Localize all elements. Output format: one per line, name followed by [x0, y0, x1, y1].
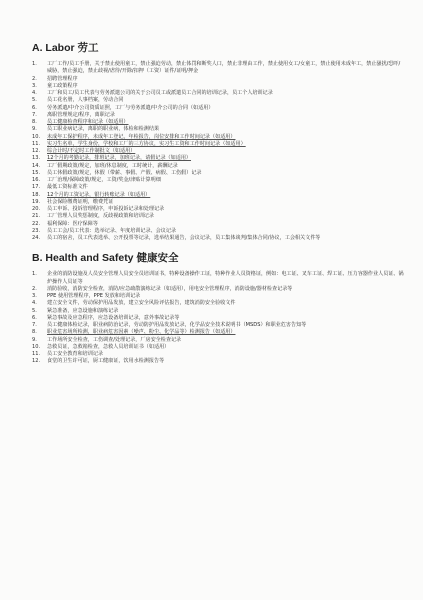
item-number: 2. — [32, 75, 37, 82]
item-text: 12个月的考勤记录，排班记录，加班记录，请假记录（如适用） — [47, 155, 192, 162]
item-text: 紧急准备，应急设施和演练记录 — [47, 307, 119, 314]
item-text: 员工职业病记录，离职的职业病，体检和检测结果 — [47, 126, 160, 133]
list-item — [32, 300, 405, 307]
item-text: 急救员证，急救箱检查，急救人员培训证书（如适用） — [47, 343, 170, 350]
item-number: 7. — [32, 322, 37, 328]
item-text: 员工的宿舍，员工代表选举、公开投票等记录，选举结果通告，会议记录，员工集体谈判/集体合同/协议，工会相关文件等 — [47, 235, 321, 241]
item-number: 17. — [32, 184, 41, 191]
item-number: 8. — [32, 329, 37, 336]
item-number: 12. — [32, 148, 41, 154]
list-item — [32, 76, 405, 83]
item-number: 3. — [32, 82, 37, 89]
item-number: 1. — [32, 61, 37, 67]
item-text: 员工安全教育和培训记录 — [47, 351, 104, 357]
item-text: 员工花名册，人事档案，劳动合同 — [47, 97, 124, 104]
item-text: 工厂管理人员奖惩制度，反歧视政策和培训记录 — [47, 213, 154, 220]
item-text: 未成年工保护程序，未成年工登记，年检报告，岗位安排和工作时间记录（如适用） — [47, 133, 236, 140]
item-number: 7. — [32, 111, 37, 118]
list-item — [32, 155, 405, 162]
list-item — [32, 141, 405, 148]
item-number: 11. — [32, 351, 41, 357]
item-number: 15. — [32, 169, 41, 176]
item-text: 社会保险缴费证明，缴费凭证 — [47, 198, 114, 205]
item-text: 工厂假期政策/规定，加班/休息制度，工时统计，薪酬记录 — [47, 162, 178, 169]
item-text: 工厂治理/保障政策/规定，工资/奖金/津贴计算明细 — [47, 177, 161, 183]
item-number: 1. — [32, 271, 37, 278]
item-text: 建立安全文件，劳动保护用品发放，建立安全风险评估报告，建筑消防安全验收文件 — [47, 300, 236, 307]
list-item — [32, 235, 405, 242]
item-text: PPE 使用管理程序，PPE 发放和培训记录 — [47, 293, 141, 299]
item-number: 13. — [32, 155, 41, 162]
health-safety-document-list — [32, 271, 405, 365]
item-number: 19. — [32, 198, 41, 205]
list-item — [32, 163, 405, 170]
item-number: 6. — [32, 104, 37, 111]
item-text: 童工政策程序 — [47, 82, 78, 89]
list-item — [32, 213, 405, 220]
list-item — [32, 337, 405, 344]
item-text: 员工工会/员工代表：选举记录、年度培训记录、会议记录 — [47, 227, 177, 234]
item-number: 21. — [32, 213, 41, 220]
item-number: 18. — [32, 191, 41, 198]
item-text: 12个月的工资记录，银行转账记录（如适用） — [47, 191, 151, 198]
list-item — [32, 308, 405, 315]
list-item — [32, 112, 405, 119]
item-text: 员工健康体检记录，职业病防治记录，劳动防护用品发放记录，化学品安全技术说明书（MSDS）和职业危害告知等 — [47, 322, 307, 328]
item-text: 招聘管理程序 — [47, 75, 78, 82]
item-number: 11. — [32, 140, 41, 147]
list-item — [32, 170, 405, 177]
item-number: 5. — [32, 307, 37, 314]
list-item — [32, 126, 405, 133]
item-text: 工作场所安全检查，工伤调查/处理记录，厂房安全检查记录 — [47, 336, 182, 343]
list-item — [32, 315, 405, 322]
list-item — [32, 199, 405, 206]
item-number: 16. — [32, 177, 41, 183]
item-text: 工厂和员工/员工代表与劳务派遣公司的关于公司员工或派遣员工合同的培训记录，员工个人培训记录 — [47, 90, 273, 96]
item-text: 离职管理规定/程序，离职记录 — [47, 111, 115, 118]
list-item — [32, 97, 405, 104]
item-text: 员工休假政策/规定，休假（带薪、事假、产假、病假、工伤假）记录 — [47, 169, 202, 176]
list-item — [32, 358, 405, 365]
list-item — [32, 134, 405, 141]
list-item — [32, 344, 405, 351]
item-text: 福利保障：医疗保障等 — [47, 220, 98, 227]
item-number: 10. — [32, 133, 41, 140]
item-text: 实习生名单，学生身份，学校和工厂的三方协议，实习生工资和工作时间记录（如适用） — [47, 140, 246, 147]
item-text: 综合计时/不定时工作制批文（如适用） — [47, 148, 136, 154]
list-item — [32, 61, 405, 76]
item-number: 23. — [32, 227, 41, 234]
item-text: 紧急事故及应急程序，应急设备培训记录，意外事故记录等 — [47, 314, 180, 321]
list-item — [32, 271, 405, 286]
item-text: 职业危害场所检测，职业病危害因素（噪声、粉尘、化学品等）检测报告（如适用） — [47, 329, 236, 336]
item-number: 24. — [32, 235, 41, 241]
item-text: 员工申诉、投诉管理程序，申诉投诉记录和处理记录 — [47, 206, 165, 212]
item-number: 10. — [32, 343, 41, 350]
item-number: 22. — [32, 220, 41, 227]
list-item — [32, 192, 405, 199]
item-number: 4. — [32, 300, 37, 307]
item-text: 食堂的卫生许可证，厨工健康证，饮用水检测报告等 — [47, 358, 165, 365]
item-text: 企业的消防设施及人员安全管理人员安全员培训证书，特种设备操作工证，特种作业人员资格证，例如：电工证、叉车工证、焊工证、压力容器作业人员证、锅炉操作人员证等 — [47, 271, 404, 285]
list-item — [32, 184, 405, 191]
item-text: 工厂工作/员工手册，关于禁止使用童工，禁止强迫劳动，禁止体罚和断奖人口，禁止非理由工作，禁止使用女工/女童工，禁止使用未成年工，禁止骚扰/恐吓/威胁，禁止强迫，禁止歧视/虐待/开除/扣押（工资）证件/证明/押金 — [47, 61, 401, 75]
item-number: 8. — [32, 119, 37, 125]
list-item — [32, 286, 405, 293]
item-number: 4. — [32, 90, 37, 96]
labor-document-list — [32, 61, 405, 242]
item-number: 20. — [32, 206, 41, 212]
section-title-health-safety: B. Health and Safety 健康安全 — [32, 252, 179, 265]
item-number: 14. — [32, 162, 41, 169]
item-text: 最低工资标准文件 — [47, 184, 88, 191]
item-number: 2. — [32, 285, 37, 292]
section-title-labor: A. Labor 劳工 — [32, 42, 99, 54]
list-item — [32, 221, 405, 228]
list-item — [32, 83, 405, 90]
item-text: 消防验收，消防安全检查，消防/应急疏散演练记录（如适用），用电安全管理程序，消防设施/器材检查记录等 — [47, 285, 293, 292]
item-number: 5. — [32, 97, 37, 104]
item-number: 3. — [32, 293, 37, 299]
item-text: 劳务派遣/中介公司资质证照，工厂与劳务派遣/中介公司的合同（如适用） — [47, 104, 214, 111]
list-item — [32, 105, 405, 112]
item-number: 9. — [32, 336, 37, 343]
item-text: 员工健康检查程序和记录（如适用） — [47, 119, 129, 125]
list-item — [32, 228, 405, 235]
item-number: 12. — [32, 358, 41, 365]
item-number: 6. — [32, 314, 37, 321]
list-item — [32, 329, 405, 336]
item-number: 9. — [32, 126, 37, 133]
